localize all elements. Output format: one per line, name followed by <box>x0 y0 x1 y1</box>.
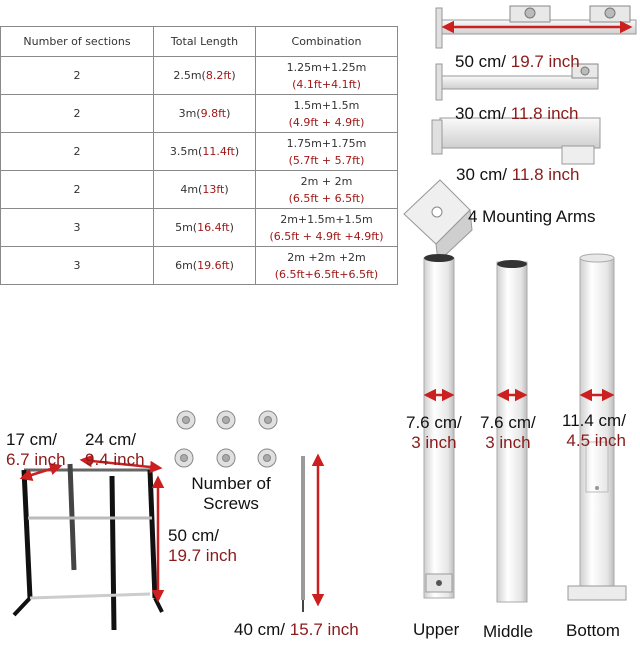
rod-dimension: 40 cm/ 15.7 inch <box>234 620 359 639</box>
pole-bottom-label: Bottom <box>566 621 620 640</box>
screw-icon <box>217 411 235 429</box>
screw-icon <box>259 411 277 429</box>
cell-sections: 2 <box>1 133 154 171</box>
pole-bottom-dimension: 11.4 cm/ 4.5 inch <box>562 411 626 450</box>
cell-combination: 2m +2m +2m (6.5ft+6.5ft+6.5ft) <box>256 247 398 285</box>
pole-middle-label: Middle <box>483 622 534 641</box>
ground-rod <box>303 456 318 612</box>
mounting-bracket <box>404 180 472 262</box>
cell-combination: 1.25m+1.25m (4.1ft+4.1ft) <box>256 57 398 95</box>
pole-upper-label: Upper <box>413 620 460 639</box>
cell-sections: 3 <box>1 209 154 247</box>
arm-30cm-b-label: 30 cm/ 11.8 inch <box>456 165 580 184</box>
screw-icon <box>217 449 235 467</box>
cell-total-length: 5m(16.4ft) <box>154 209 256 247</box>
cell-total-length: 2.5m(8.2ft) <box>154 57 256 95</box>
stand-width-dimension: 24 cm/ 9.4 inch <box>85 430 145 469</box>
cell-sections: 2 <box>1 171 154 209</box>
tripod-stand <box>14 464 162 630</box>
stand-height-dimension: 50 cm/ 19.7 inch <box>168 526 237 565</box>
stand-depth-dimension: 17 cm/ 6.7 inch <box>6 430 66 469</box>
cell-combination: 2m+1.5m+1.5m (6.5ft + 4.9ft +4.9ft) <box>256 209 398 247</box>
header-combination: Combination <box>256 27 398 57</box>
mounting-arm-50cm <box>436 6 636 48</box>
stand-dimension-arrows <box>22 460 160 600</box>
screws-caption: Number of Screws <box>191 474 271 513</box>
cell-sections: 3 <box>1 247 154 285</box>
cell-total-length: 4m(13ft) <box>154 171 256 209</box>
arm-50cm-label: 50 cm/ 19.7 inch <box>455 52 580 71</box>
pole-middle-dimension: 7.6 cm/ 3 inch <box>480 413 536 452</box>
cell-total-length: 3m(9.8ft) <box>154 95 256 133</box>
mounting-arms-caption: 4 Mounting Arms <box>468 207 596 226</box>
header-sections: Number of sections <box>1 27 154 57</box>
cell-total-length: 6m(19.6ft) <box>154 247 256 285</box>
cell-combination: 1.5m+1.5m (4.9ft + 4.9ft) <box>256 95 398 133</box>
cell-sections: 2 <box>1 57 154 95</box>
cell-sections: 2 <box>1 95 154 133</box>
mounting-arm-30cm-b <box>432 118 600 164</box>
screw-icon <box>177 411 195 429</box>
cell-combination: 2m + 2m (6.5ft + 6.5ft) <box>256 171 398 209</box>
screw-icon <box>258 449 276 467</box>
pole-upper-dimension: 7.6 cm/ 3 inch <box>406 413 462 452</box>
screws-group <box>175 411 277 467</box>
screw-icon <box>175 449 193 467</box>
arm-30cm-a-label: 30 cm/ 11.8 inch <box>455 104 579 123</box>
cell-total-length: 3.5m(11.4ft) <box>154 133 256 171</box>
header-total-length: Total Length <box>154 27 256 57</box>
cell-combination: 1.75m+1.75m (5.7ft + 5.7ft) <box>256 133 398 171</box>
